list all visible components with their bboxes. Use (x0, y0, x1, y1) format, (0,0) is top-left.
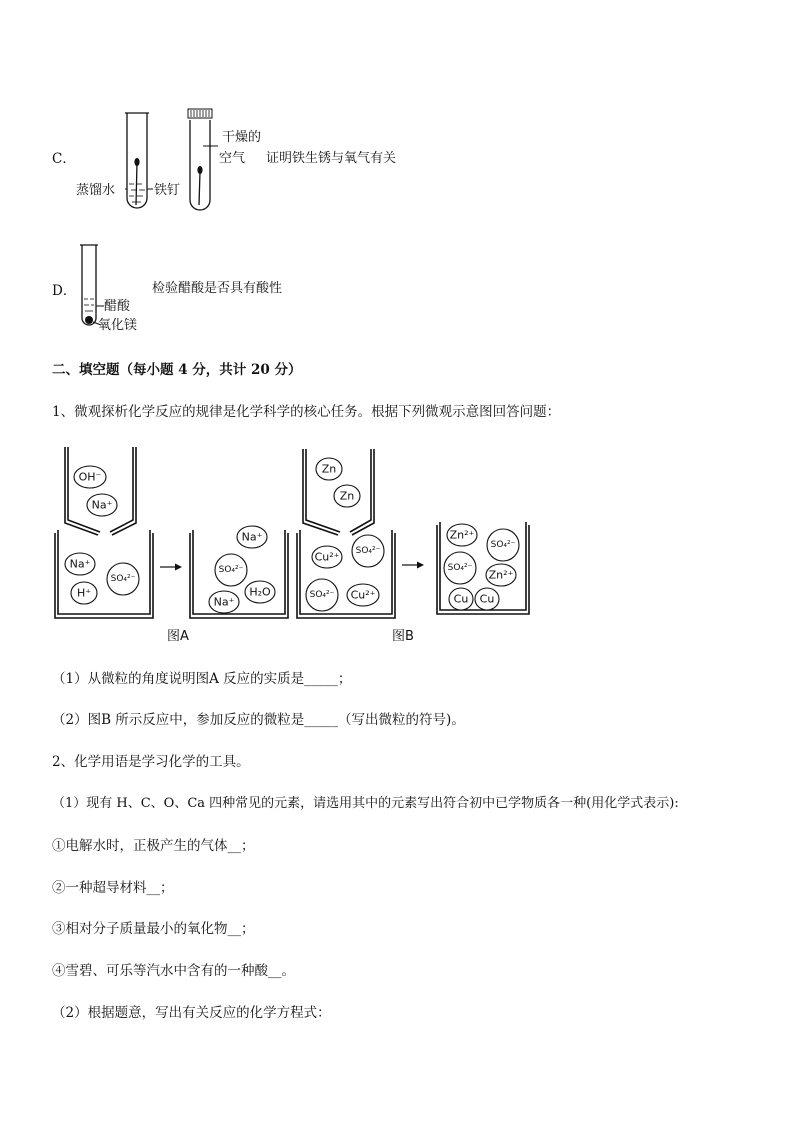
q2-item4: ④雪碧、可乐等汽水中含有的一种酸__。 (52, 963, 295, 979)
option-d-statement: 检验醋酸是否具有酸性 (152, 281, 283, 296)
fig-a-after-na-2: Na⁺ (213, 595, 235, 609)
fig-a-after-na-1: Na⁺ (241, 530, 263, 544)
q1-stem: 1、微观探析化学反应的规律是化学科学的核心任务。根据下列微观示意图回答问题： (52, 404, 561, 420)
option-c-letter: C． (52, 151, 76, 167)
fig-a-funnel-oh: OH⁻ (78, 470, 102, 484)
fig-b-funnel-zn-2: Zn (339, 489, 355, 503)
fig-b-funnel-zn-1: Zn (321, 462, 337, 476)
fig-b-before-so4-1: SO₄²⁻ (355, 546, 381, 556)
fig-a-before-na: Na⁺ (69, 557, 91, 571)
fig-b-after-zn-1: Zn²⁺ (449, 528, 475, 542)
fig-b-before-so4-2: SO₄²⁻ (309, 590, 335, 600)
fig-a-before-so4: SO₄²⁻ (110, 574, 136, 584)
option-c-nail-label: 铁钉 (154, 183, 181, 198)
fig-a-after-h2o: H₂O (249, 585, 271, 599)
fig-b-after-cu-1: Cu (453, 592, 469, 606)
q2-item3: ③相对分子质量最小的氧化物__； (52, 921, 255, 937)
q2-stem: 2、化学用语是学习化学的工具。 (52, 754, 250, 770)
option-d-mgo-label: 氧化镁 (98, 318, 138, 333)
fig-a-after-so4: SO₄²⁻ (218, 565, 244, 575)
option-c-water-label: 蒸馏水 (76, 183, 116, 198)
q1-sub2: （2）图B 所示反应中，参加反应的微粒是_____（写出微粒的符号)。 (52, 712, 465, 728)
q2-item1: ①电解水时，正极产生的气体__； (52, 838, 255, 854)
fig-a-funnel-na: Na⁺ (91, 498, 113, 512)
fig-b-after-so4-2: SO₄²⁻ (447, 563, 473, 573)
q1-sub1: （1）从微粒的角度说明图A 反应的实质是_____； (52, 671, 352, 687)
q2-sub2: （2）根据题意，写出有关反应的化学方程式： (52, 1005, 331, 1021)
option-c-statement: 证明铁生锈与氧气有关 (266, 151, 397, 166)
option-d-letter: D． (52, 283, 77, 299)
fig-b-after-so4-1: SO₄²⁻ (490, 540, 516, 550)
section-title: 二、填空题（每小题 4 分，共计 20 分） (52, 362, 302, 378)
option-c-dry-air-label-2: 空气 (219, 151, 246, 166)
fig-b-after-zn-2: Zn²⁺ (488, 568, 514, 582)
figure-b-caption: 图B (392, 629, 414, 644)
fig-b-before-cu-2: Cu²⁺ (350, 588, 376, 602)
fig-b-before-cu-1: Cu²⁺ (314, 550, 340, 564)
q2-item2: ②一种超导材料__； (52, 880, 174, 896)
option-d-acid-label: 醋酸 (104, 299, 131, 314)
figure-a-caption: 图A (167, 629, 189, 644)
fig-b-after-cu-2: Cu (479, 592, 495, 606)
fig-a-before-h: H⁺ (76, 586, 92, 600)
option-c-dry-air-label-1: 干燥的 (222, 130, 262, 145)
q2-sub1: （1）现有 H、C、O、Ca 四种常见的元素，请选用其中的元素写出符合初中已学物质各一种(用化学式表示): (52, 796, 679, 811)
